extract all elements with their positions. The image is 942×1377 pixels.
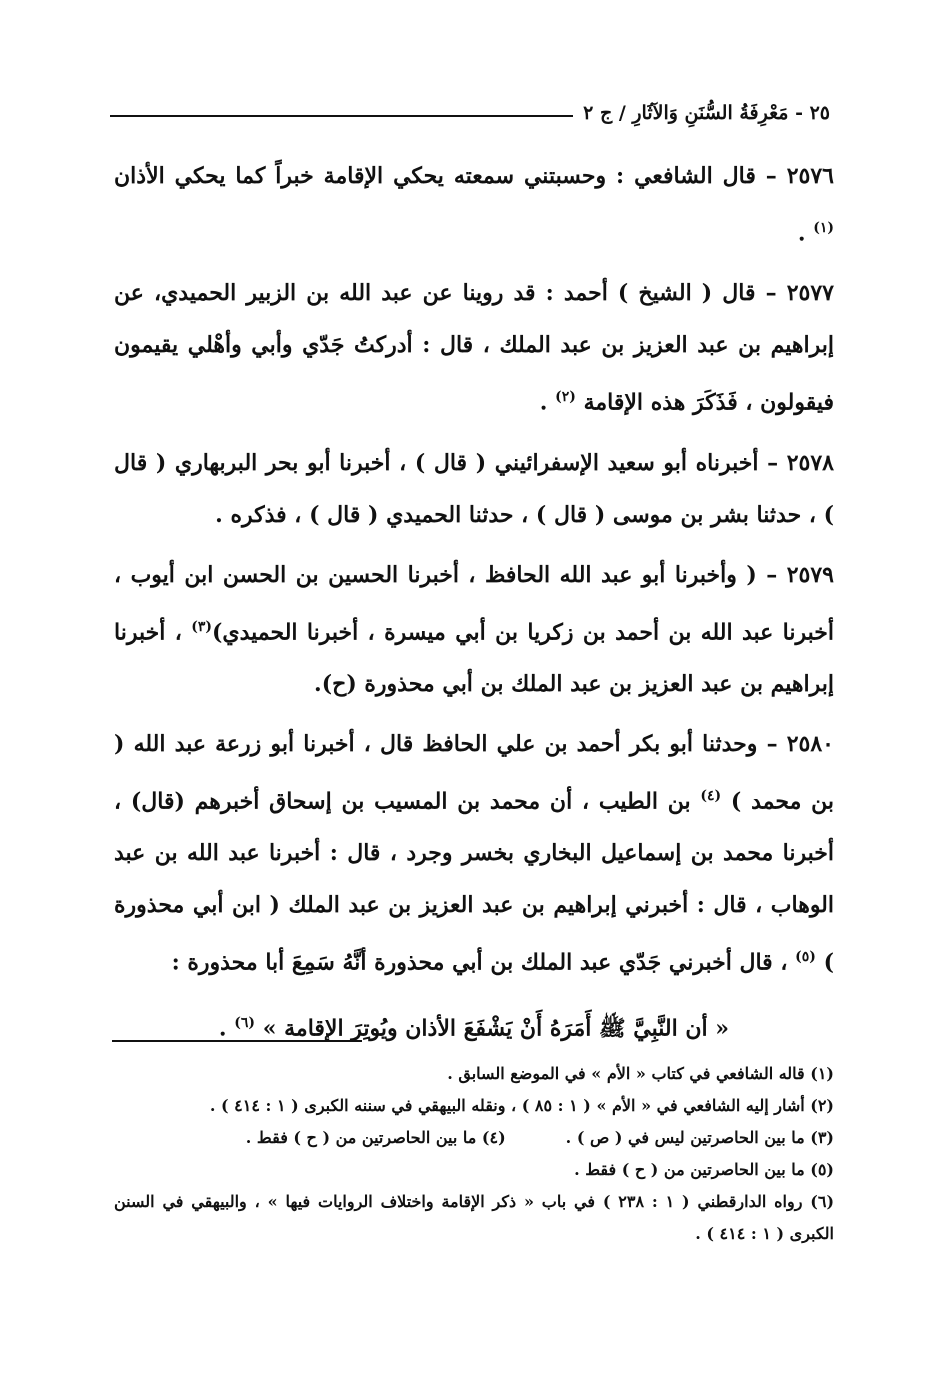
paragraph-2578: ٢٥٧٨ – أخبرناه أبو سعيد الإسفرائيني ( قال ) ، أخبرنا أبو بحر البربهاري ( قال ) ، حدثنا بشر بن موسى ( قال ) ، حدثنا الحميدي ( قال ) ، فذكره . (114, 449, 834, 528)
footnotes (114, 1058, 834, 1250)
paragraph-2576: ٢٥٧٦ – قال الشافعي : وحسبتني سمعته يحكي الإقامة خبراً كما يحكي الأذان $^{(١)}$ . (114, 163, 834, 247)
paragraph-tail: . (539, 389, 548, 416)
footnote-ref: (٥) (795, 949, 816, 966)
footnote-1: (١) قاله الشافعي في كتاب « الأم » في الموضع السابق . (447, 1064, 834, 1083)
paragraph-number: ٢٥٧٦ (786, 163, 834, 189)
paragraph-text-cont: ، أخبرنا إبراهيم بن عبد العزيز بن عبد الملك بن أبي محذورة (ح). (114, 618, 834, 697)
quote-tail: . (218, 1014, 227, 1041)
footnote-separator (112, 1040, 362, 1042)
paragraph-2579: ٢٥٧٩ – ( وأخبرنا أبو عبد الله الحافظ ، أخبرنا الحسين بن الحسن ابن أيوب ، أخبرنا عبد الله بن أحمد بن زكريا بن أبي ميسرة ، أخبرنا الحميدي)$^{(٣)}$ ، أخبرنا إبراهيم بن عبد العزيز بن عبد الملك بن أبي محذورة (ح). (114, 561, 834, 697)
hadith-quote (114, 997, 834, 1054)
paragraph-number: ٢٥٧٧ (786, 280, 834, 307)
paragraph-number: ٢٥٧٩ (786, 561, 834, 588)
paragraph-2577: ٢٥٧٧ – قال ( الشيخ ) أحمد : قد روينا عن عبد الله بن الزبير الحميدي، عن إبراهيم بن عبد العزيز بن عبد الملك ، قال : أدركتُ جَدّي وأبي وأهْلي يقيمون فيقولون ، فَذَكَرَ هذه الإقامة $^{(٢)}$ . (114, 280, 834, 416)
paragraph-text: وحدثنا أبو بكر أحمد بن علي الحافظ قال ، أخبرنا أبو زرعة عبد الله ( بن محمد ) (114, 730, 834, 815)
paragraph-number: ٢٥٨٠ (786, 730, 834, 757)
main-text (114, 150, 834, 1062)
footnote-3: (٣) ما بين الحاصرتين ليس في ( ص ) . (565, 1128, 834, 1147)
paragraph-number: ٢٥٧٨ (786, 449, 834, 476)
paragraph-text: قال الشافعي : وحسبتني سمعته يحكي الإقامة خبراً كما يحكي الأذان (114, 163, 756, 189)
header-title: ٢٥ - مَعْرِفَةُ السُّنَنِ وَالآثَارِ / ج ٢ (583, 102, 830, 124)
running-header (110, 96, 830, 130)
footnote-ref: (٦) (234, 1014, 256, 1031)
footnote-2: (٢) أشار إليه الشافعي في « الأم » ( ١ : ٨٥ ) ، ونقله البيهقي في سننه الكبرى ( ١ : ٤١٤ ) . (209, 1096, 834, 1115)
footnote-6: (٦) رواه الدارقطني ( ١ : ٢٣٨ ) في باب « ذكر الإقامة واختلاف الروايات فيها » ، والبيهقي في السنن الكبرى ( ١ : ٤١٤ ) . (114, 1192, 835, 1243)
quote-text: « أن النَّبِيَّ ﷺ أَمَرَهُ أَنْ يَشْفَعَ الأذان ويُوتِرَ الإقامة » (262, 1014, 730, 1041)
footnote-4: (٤) ما بين الحاصرتين من ( ح ) فقط . (245, 1128, 506, 1147)
footnote-5: (٥) ما بين الحاصرتين من ( ح ) فقط . (574, 1160, 834, 1179)
header-rule (110, 115, 573, 117)
paragraph-text-cont: بن الطيب ، أن محمد بن المسيب بن إسحاق أخبرهم (قال) ، أخبرنا محمد بن إسماعيل البخاري بخسر وجرد ، قال : أخبرنا عبد الله بن عبد الوهاب ، قال : أخبرني إبراهيم بن عبد العزيز بن عبد الملك ( ابن أبي محذورة ) (114, 788, 834, 976)
paragraph-text: ( وأخبرنا أبو عبد الله الحافظ ، أخبرنا الحسين بن الحسن ابن أيوب ، أخبرنا عبد الله بن أحمد بن زكريا بن أبي ميسرة ، أخبرنا الحميدي) (114, 561, 834, 645)
paragraph-text: أخبرناه أبو سعيد الإسفرائيني ( قال ) ، أخبرنا أبو بحر البربهاري ( قال ) ، حدثنا بشر بن موسى ( قال ) ، حدثنا الحميدي ( قال ) ، فذكره . (114, 449, 834, 528)
paragraph-tail: . (797, 220, 806, 247)
footnote-ref: (١) (813, 220, 834, 236)
paragraph-2580: ٢٥٨٠ – وحدثنا أبو بكر أحمد بن علي الحافظ قال ، أخبرنا أبو زرعة عبد الله ( بن محمد ) $^{(٤)}$ بن الطيب ، أن محمد بن المسيب بن إسحاق أخبرهم (قال) ، أخبرنا محمد بن إسماعيل البخاري بخسر وجرد ، قال : أخبرنا عبد الله بن عبد الوهاب ، قال : أخبرني إبراهيم بن عبد العزيز بن عبد الملك ( ابن أبي محذورة ) $^{(٥)}$ ، قال أخبرني جَدّي عبد الملك بن أبي محذورة أنَّهُ سَمِعَ أبا محذورة : (114, 730, 834, 976)
footnote-ref: (٢) (555, 389, 576, 406)
footnote-ref: (٣) (191, 618, 212, 635)
footnote-row (114, 1122, 834, 1154)
footnote-ref: (٤) (700, 787, 722, 804)
paragraph-text-end: ، قال أخبرني جَدّي عبد الملك بن أبي محذورة أنَّهُ سَمِعَ أبا محذورة : (171, 949, 788, 976)
paragraph-text: قال ( الشيخ ) أحمد : قد روينا عن عبد الله بن الزبير الحميدي، عن إبراهيم بن عبد العزيز بن عبد الملك ، قال : أدركتُ جَدّي وأبي وأهْلي يقيمون فيقولون ، فَذَكَرَ هذه الإقامة (114, 280, 834, 416)
